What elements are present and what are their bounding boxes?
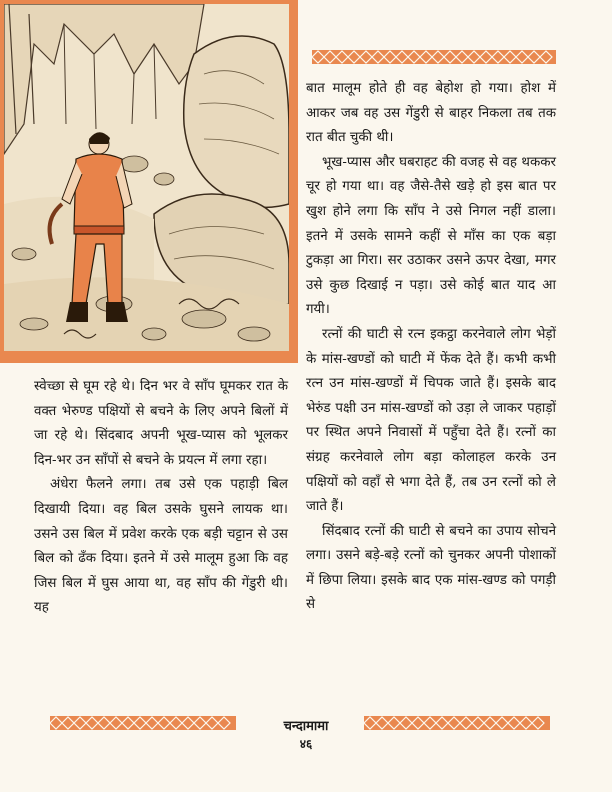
paragraph-6: अंधेरा फैलने लगा। तब उसे एक पहाड़ी बिल दिखायी दिया। वह बिल उसके घुसने लायक था। उसने उस बिल में प्रवेश करके एक बड़ी चट्टान से उस बिल को ढँक दिया। इतने में उसे मालूम हुआ कि वह जिस बिल में घुस आया था, वह साँप की गेंडुरी थी। यह: [34, 477, 288, 616]
paragraph-1: बात मालूम होते ही वह बेहोश हो गया। होश में आकर जब वह उस गेंडुरी से बाहर निकला तब तक रात बीत चुकी थी।: [306, 81, 556, 146]
top-ornament-border: [312, 50, 556, 64]
paragraph-3: रत्नों की घाटी से रत्न इकट्ठा करनेवाले लोग भेड़ों के मांस-खण्डों को घाटी में फेंक देते हैं। कभी कभी रत्न उन मांस-खण्डों में चिपक जाते हैं। इसके बाद भेरुंड पक्षी उन मांस-खण्डों को उड़ा ले जाकर पहाड़ों पर स्थित अपने निवासों में पहुँचा देते हैं। रत्नों का संग्रह करनेवाले लोग बड़ा कोलाहल करके उन पक्षियों को वहाँ से भगा देते हैं, तब उन रत्नों को ले जाते हैं।: [306, 326, 556, 515]
paragraph-4: सिंदबाद रत्नों की घाटी से बचने का उपाय सोचने लगा। उसने बड़े-बड़े रत्नों को चुनकर अपनी पोशाकों में छिपा लिया। इसके बाद एक मांस-खण्ड को पगड़ी से: [306, 523, 556, 613]
paragraph-2: भूख-प्यास और घबराहट की वजह से वह थककर चूर हो गया था। वह जैसे-तैसे खड़े हो इस बात पर खुश होने लगा कि साँप ने उसे निगल नहीं डाला। इतने में उसके सामने कहीं से माँस का एक बड़ा टुकड़ा आ गिरा। सर उठाकर उसने ऊपर देखा, मगर उसे कुछ दिखाई न पड़ा। उसे कोई बात याद आ गयी।: [306, 154, 556, 318]
page-number: ४६: [299, 737, 313, 751]
right-text-column: [306, 77, 556, 618]
paragraph-5: स्वेच्छा से घूम रहे थे। दिन भर वे साँप घूमकर रात के वक्त भेरुण्ड पक्षियों से बचने के लिए अपने बिलों में जा रहे थे। सिंदबाद अपनी भूख-प्यास को भूलकर दिन-भर उन साँपों से बचने के प्रयत्न में लगा रहा।: [34, 379, 288, 468]
sinbad-in-valley-illustration: [4, 4, 289, 351]
illustration-frame: [0, 0, 298, 363]
left-text-column: [34, 375, 288, 621]
magazine-title: चन्दामामा: [283, 719, 329, 734]
